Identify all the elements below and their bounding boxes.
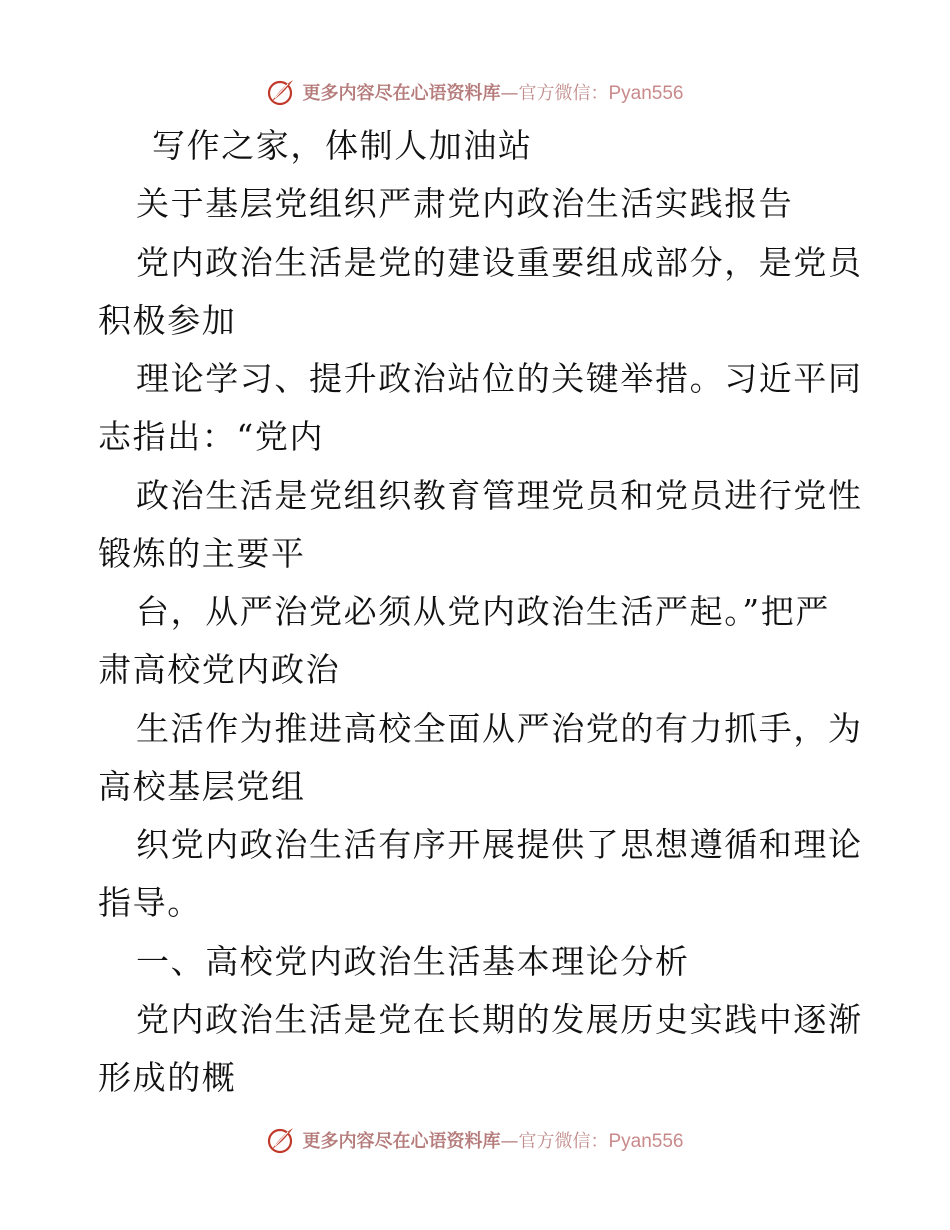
paragraph-line: 积极参加 — [98, 301, 237, 340]
banner-wechat-id: Pyan556 — [608, 83, 684, 104]
section-heading: 一、高校党内政治生活基本理论分析 — [136, 942, 690, 981]
paragraph-line: 党内政治生活是党在长期的发展历史实践中逐渐 — [136, 1000, 863, 1039]
footer-banner — [0, 1120, 950, 1160]
paragraph-line: 锻炼的主要平 — [98, 534, 306, 573]
paragraph-line: 高校基层党组 — [98, 767, 306, 806]
paragraph-line: 生活作为推进高校全面从严治党的有力抓手，为 — [136, 709, 863, 748]
banner-text — [302, 79, 683, 105]
paragraph-line: 理论学习、提升政治站位的关键举措。习近平同 — [136, 359, 863, 398]
paragraph-line: 肃高校党内政治 — [98, 650, 341, 689]
paragraph-line: 指导。 — [98, 883, 202, 922]
banner-main-text: 更多内容尽在心语资料库 — [302, 1131, 501, 1152]
banner-separator: — — [500, 83, 519, 104]
banner-wechat-label: 官方微信： — [518, 1131, 609, 1152]
banner-separator: — — [500, 1131, 519, 1152]
paragraph-line: 政治生活是党组织教育管理党员和党员进行党性 — [136, 476, 863, 515]
banner-text — [302, 1127, 683, 1153]
header-banner — [0, 72, 950, 112]
document-title: 关于基层党组织严肃党内政治生活实践报告 — [136, 184, 794, 223]
paragraph-line: 台，从严治党必须从党内政治生活严起。”把严 — [136, 592, 830, 631]
paragraph-line: 志指出：“党内 — [98, 417, 325, 456]
paragraph-line: 形成的概 — [98, 1058, 237, 1097]
banner-wechat-id: Pyan556 — [608, 1131, 684, 1152]
quill-pen-logo-icon — [266, 1125, 296, 1155]
paragraph-line: 党内政治生活是党的建设重要组成部分，是党员 — [136, 243, 863, 282]
banner-wechat-label: 官方微信： — [518, 83, 609, 104]
paragraph-line: 织党内政治生活有序开展提供了思想遵循和理论 — [136, 825, 863, 864]
document-heading: 写作之家，体制人加油站 — [152, 126, 533, 165]
banner-main-text: 更多内容尽在心语资料库 — [302, 83, 501, 104]
quill-pen-logo-icon — [266, 77, 296, 107]
